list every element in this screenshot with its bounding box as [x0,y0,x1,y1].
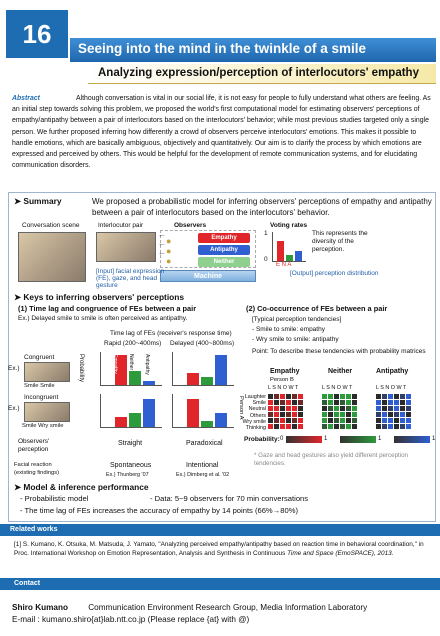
chart-incongruent-delayed [172,394,234,428]
paradoxical-label: Paradoxical [186,440,223,447]
matrix-cell [340,400,345,405]
poster-subtitle: Analyzing expression/perception of interlocutors' empathy [88,64,436,84]
matrix-cell [340,412,345,417]
matrix-cell [286,424,291,429]
intentional-label: Intentional [186,462,219,469]
matrix-cell [298,412,303,417]
contact-email[interactable]: E-mail : kumano.shiro{at}lab.ntt.co.jp (Please replace {at} with @) [12,615,250,624]
matrix-cell [292,394,297,399]
bar-neither [129,371,141,385]
matrix-cell [400,400,405,405]
legend-neither [340,436,376,443]
contact-affiliation: Communication Environment Research Group, Media Information Laboratory [88,603,368,612]
matrix-cols-3: L S N O W T [376,385,407,391]
matrix-cell [382,400,387,405]
matrix-cell [352,418,357,423]
matrix-title-antipathy: Antipathy [376,368,409,375]
matrix-cell [292,406,297,411]
voting-categories: E N A [276,262,292,268]
bar-antipathy [143,399,155,427]
legend-one: 1 [324,436,328,442]
matrix-cell [382,406,387,411]
arrow-right-icon: ➤ [14,292,22,302]
bar-label-antipathy: Antipathy [144,354,150,375]
observer-person-icon: ● ● ● [166,236,172,266]
matrix-cell [334,394,339,399]
poster-title: Seeing into the mind in the twinkle of a smile [70,38,436,62]
chart-congruent-delayed [172,352,234,386]
observers-label: Observers [174,222,207,229]
matrix-cell [268,418,273,423]
smile-smile-label: Smile Smile [24,383,55,389]
voting-rates-label: Voting rates [270,222,308,229]
person-a-label: Person A [238,396,244,420]
related-works-bar [0,524,440,536]
matrix-cell [322,418,327,423]
neither-badge: Neither [198,257,250,267]
chart-incongruent-rapid [100,394,162,428]
matrix-cell [298,424,303,429]
key2-heading: (2) Co-occurrence of FEs between a pair [246,304,388,313]
abstract [12,93,432,171]
matrix-cell [292,418,297,423]
matrix-cell [274,418,279,423]
conversation-scene-label: Conversation scene [22,222,80,229]
ex-label-2: Ex.) [8,405,20,412]
voting-rates-chart [272,232,306,262]
arrow-right-icon: ➤ [14,196,22,206]
key1-heading: (1) Time lag and congruence of FEs between a pair [18,304,197,313]
ex-label-1: Ex.) [8,365,20,372]
matrix-cell [280,412,285,417]
matrix-cell [334,418,339,423]
matrix-cell [328,412,333,417]
smile-wry-label: Smile Wry smile [22,423,64,429]
matrix-cell [376,412,381,417]
matrix-cell [400,394,405,399]
abstract-label: Abstract [12,95,40,102]
matrix-cell [406,394,411,399]
matrix-cell [328,418,333,423]
summary-text: We proposed a probabilistic model for inferring observers' perceptions of empathy and antipathy between a pair of interlocutors based on the interlocutors' behavior. [92,197,432,217]
voting-bar-empathy [277,241,284,261]
bar-label-neither: Neither [128,354,134,371]
matrix-cell [352,424,357,429]
keys-heading [14,292,184,302]
model-heading [14,482,149,492]
matrix-cell [328,400,333,405]
machine-box: Machine [160,270,256,282]
bar-label-empathy: Empathy [112,354,118,374]
bar-antipathy [143,381,155,385]
matrix-cell [322,400,327,405]
gaze-note: * Gaze and head gestures also yield different perception tendencies. [254,452,408,467]
related-works-citation: [1] S. Kumano, K. Otsuka, M. Matsuda, J. Yamato, "Analyzing perceived empathy/antipathy based on reaction time in behavioral coordination," in Proc. International Workshop on Emotion Representation, Analysis and Synthesis in Continuous [14,541,424,557]
probability-legend-label: Probability: [244,436,280,443]
matrix-cell [406,418,411,423]
facial-reaction-label: Facial reaction (existing findings) [14,462,60,476]
matrix-cell [274,424,279,429]
arrow-left-icon: ← ← ← [158,230,166,257]
matrix-cols-1: L S N O W T [268,385,299,391]
matrix-cell [328,424,333,429]
related-works-text [14,540,428,558]
legend-zero: 0 [280,436,284,442]
matrix-cell [292,412,297,417]
tendency-1: - Smile to smile: empathy [252,326,325,333]
rapid-label: Rapid (200~400ms) [104,340,162,347]
matrix-cell [352,400,357,405]
matrix-cell [346,412,351,417]
antipathy-matrix [376,394,411,429]
matrix-cell [280,424,285,429]
straight-label: Straight [118,440,143,447]
bar-empathy [187,399,199,427]
incongruent-label: Incongruent [24,394,59,401]
matrix-cell [280,406,285,411]
matrix-cell [298,400,303,405]
legend-empathy [286,436,322,443]
matrix-cell [322,412,327,417]
matrix-cell [394,412,399,417]
row-label: Others [249,412,266,419]
arrow-right-icon: ➤ [14,482,22,492]
probability-axis-label: Probability [78,354,84,383]
poster-header [0,0,440,58]
matrix-cell [400,418,405,423]
congruent-face-photo [24,362,70,382]
matrix-cell [346,394,351,399]
related-works-venue: Time and Space (EmoSPACE), 2013. [287,550,394,557]
model-heading-text: Model & inference performance [23,482,149,492]
matrix-cell [346,424,351,429]
intentional-ref: Ex.) Dimberg et al. '02 [176,472,230,478]
model-line-1a: - Probabilistic model [20,494,89,503]
matrix-cell [286,418,291,423]
matrix-cell [298,394,303,399]
antipathy-badge: Antipathy [198,245,250,255]
matrix-cell [334,406,339,411]
delayed-label: Delayed (400~800ms) [170,340,235,347]
matrix-cell [274,400,279,405]
conversation-scene-photo [18,232,86,282]
matrix-cell [388,406,393,411]
matrix-cell [406,424,411,429]
matrix-cell [322,424,327,429]
bar-empathy [115,417,127,427]
matrix-cell [268,400,273,405]
matrix-cell [286,400,291,405]
model-line-1b: - Data: 5~9 observers for 70 min conversations [150,494,309,503]
matrix-cell [352,406,357,411]
bar-empathy [187,373,199,385]
row-label: Smile [252,400,266,407]
interlocutor-pair-photo [96,232,156,262]
empathy-matrix [268,394,303,429]
incongruent-face-photo [24,402,70,422]
point-text: Point: To describe these tendencies with probability matrices [252,348,426,355]
row-label: Laughter [244,394,266,400]
matrix-cell [274,406,279,411]
matrix-cell [280,400,285,405]
matrix-cell [400,406,405,411]
legend-antipathy [394,436,430,443]
contact-bar [0,578,440,590]
contact-label: Contact [14,580,41,587]
matrix-cell [268,424,273,429]
matrix-cell [376,394,381,399]
matrix-cell [340,418,345,423]
matrix-title-empathy: Empathy [270,368,300,375]
matrix-cell [328,406,333,411]
matrix-cell [292,424,297,429]
matrix-cell [376,418,381,423]
matrix-cell [328,394,333,399]
matrix-cell [340,394,345,399]
matrix-cell [394,400,399,405]
matrix-cell [334,424,339,429]
matrix-cell [382,424,387,429]
matrix-cols-2: L S N O W T [322,385,353,391]
voting-axis-1: 1 [264,230,268,237]
matrix-cell [388,400,393,405]
legend-one: 1 [378,436,382,442]
matrix-cell [340,424,345,429]
matrix-cell [322,394,327,399]
matrix-cell [406,406,411,411]
row-label: Thinking [245,425,266,432]
matrix-cell [406,400,411,405]
tendency-2: - Wry smile to smile: antipathy [252,336,339,343]
bar-neither [201,377,213,385]
keys-heading-text: Keys to inferring observers' perceptions [23,292,185,302]
matrix-cell [382,394,387,399]
congruent-label: Congruent [24,354,55,361]
bar-neither [129,413,141,427]
matrix-cell [346,400,351,405]
matrix-cell [376,406,381,411]
matrix-cell [334,400,339,405]
voting-bar-neither [286,255,293,261]
abstract-text: Although conversation is vital in our social life, it is not easy for people to fully understand what others are feeling. As an initial step towards solving this problem, we proposed the world's first computational model for estimating observers' perceptions of empathy/antipathy between a pair of interlocutors based on the interlocutors' behavior; while most previous studies targeted only a single person. We further proposed inferring how differently a crowd of observers perceive interlocutors' emotions. This makes it possible to handle emotions, which are basically ambiguous, objectively and quantitatively. Our aim is to clarify the process by which emotions are expressed and perceived by others. This would be helpful for the development of remote communication systems, and for elucidating communication disorders. [12,95,431,170]
matrix-cell [268,394,273,399]
poster-number: 16 [6,10,68,58]
matrix-cell [400,424,405,429]
matrix-cell [406,412,411,417]
related-works-label: Related works [10,526,58,533]
legend-one: 1 [432,436,436,442]
matrix-cell [292,400,297,405]
row-label: Wry smile [242,418,266,425]
input-label: [Input] facial expression (FE), gaze, and head gesture [96,268,165,289]
matrix-cell [346,406,351,411]
voting-axis-0: 0 [264,256,268,263]
matrix-cell [388,424,393,429]
matrix-cell [394,418,399,423]
summary-label: Summary [23,196,62,206]
matrix-cell [388,418,393,423]
matrix-cell [352,394,357,399]
matrix-cell [280,394,285,399]
contact-name: Shiro Kumano [12,603,68,612]
matrix-cell [268,406,273,411]
time-lag-label: Time lag of FEs (receiver's response time) [110,330,232,337]
contact-info [12,602,432,626]
voting-bar-antipathy [295,251,302,261]
matrix-cell [322,406,327,411]
typical-tendencies: [Typical perception tendencies] [252,316,342,323]
row-label: Neutral [248,406,266,413]
spontaneous-ref: Ex.) Thunberg '07 [106,472,149,478]
matrix-cell [376,400,381,405]
person-b-label: Person B [270,377,294,383]
matrix-cell [334,412,339,417]
matrix-cell [274,412,279,417]
matrix-cell [298,406,303,411]
matrix-cell [274,394,279,399]
matrix-cell [286,394,291,399]
matrix-cell [376,424,381,429]
key1-example: Ex.) Delayed smile to smile is often perceived as antipathy. [18,315,188,322]
matrix-cell [382,418,387,423]
matrix-cell [286,406,291,411]
matrix-cell [346,418,351,423]
bar-neither [201,421,213,427]
bar-antipathy [215,355,227,385]
matrix-title-neither: Neither [328,368,353,375]
matrix-cell [298,418,303,423]
output-label: [Output] perception distribution [290,270,379,277]
diversity-note: This represents the diversity of the perception. [312,230,368,253]
matrix-cell [400,412,405,417]
matrix-rows [240,394,266,431]
observers-perception-label: Observers' perception [18,438,50,453]
empathy-badge: Empathy [198,233,250,243]
matrix-cell [286,412,291,417]
spontaneous-label: Spontaneous [110,462,152,469]
model-line-2: - The time lag of FEs increases the accuracy of empathy by 14 points (66%→80%) [20,506,299,515]
matrix-cell [382,412,387,417]
matrix-cell [394,424,399,429]
matrix-cell [388,394,393,399]
matrix-cell [388,412,393,417]
matrix-cell [280,418,285,423]
matrix-cell [268,412,273,417]
matrix-cell [352,412,357,417]
matrix-cell [340,406,345,411]
interlocutor-pair-label: Interlocutor pair [98,222,144,229]
matrix-cell [394,406,399,411]
neither-matrix [322,394,357,429]
bar-antipathy [215,413,227,427]
matrix-cell [394,394,399,399]
